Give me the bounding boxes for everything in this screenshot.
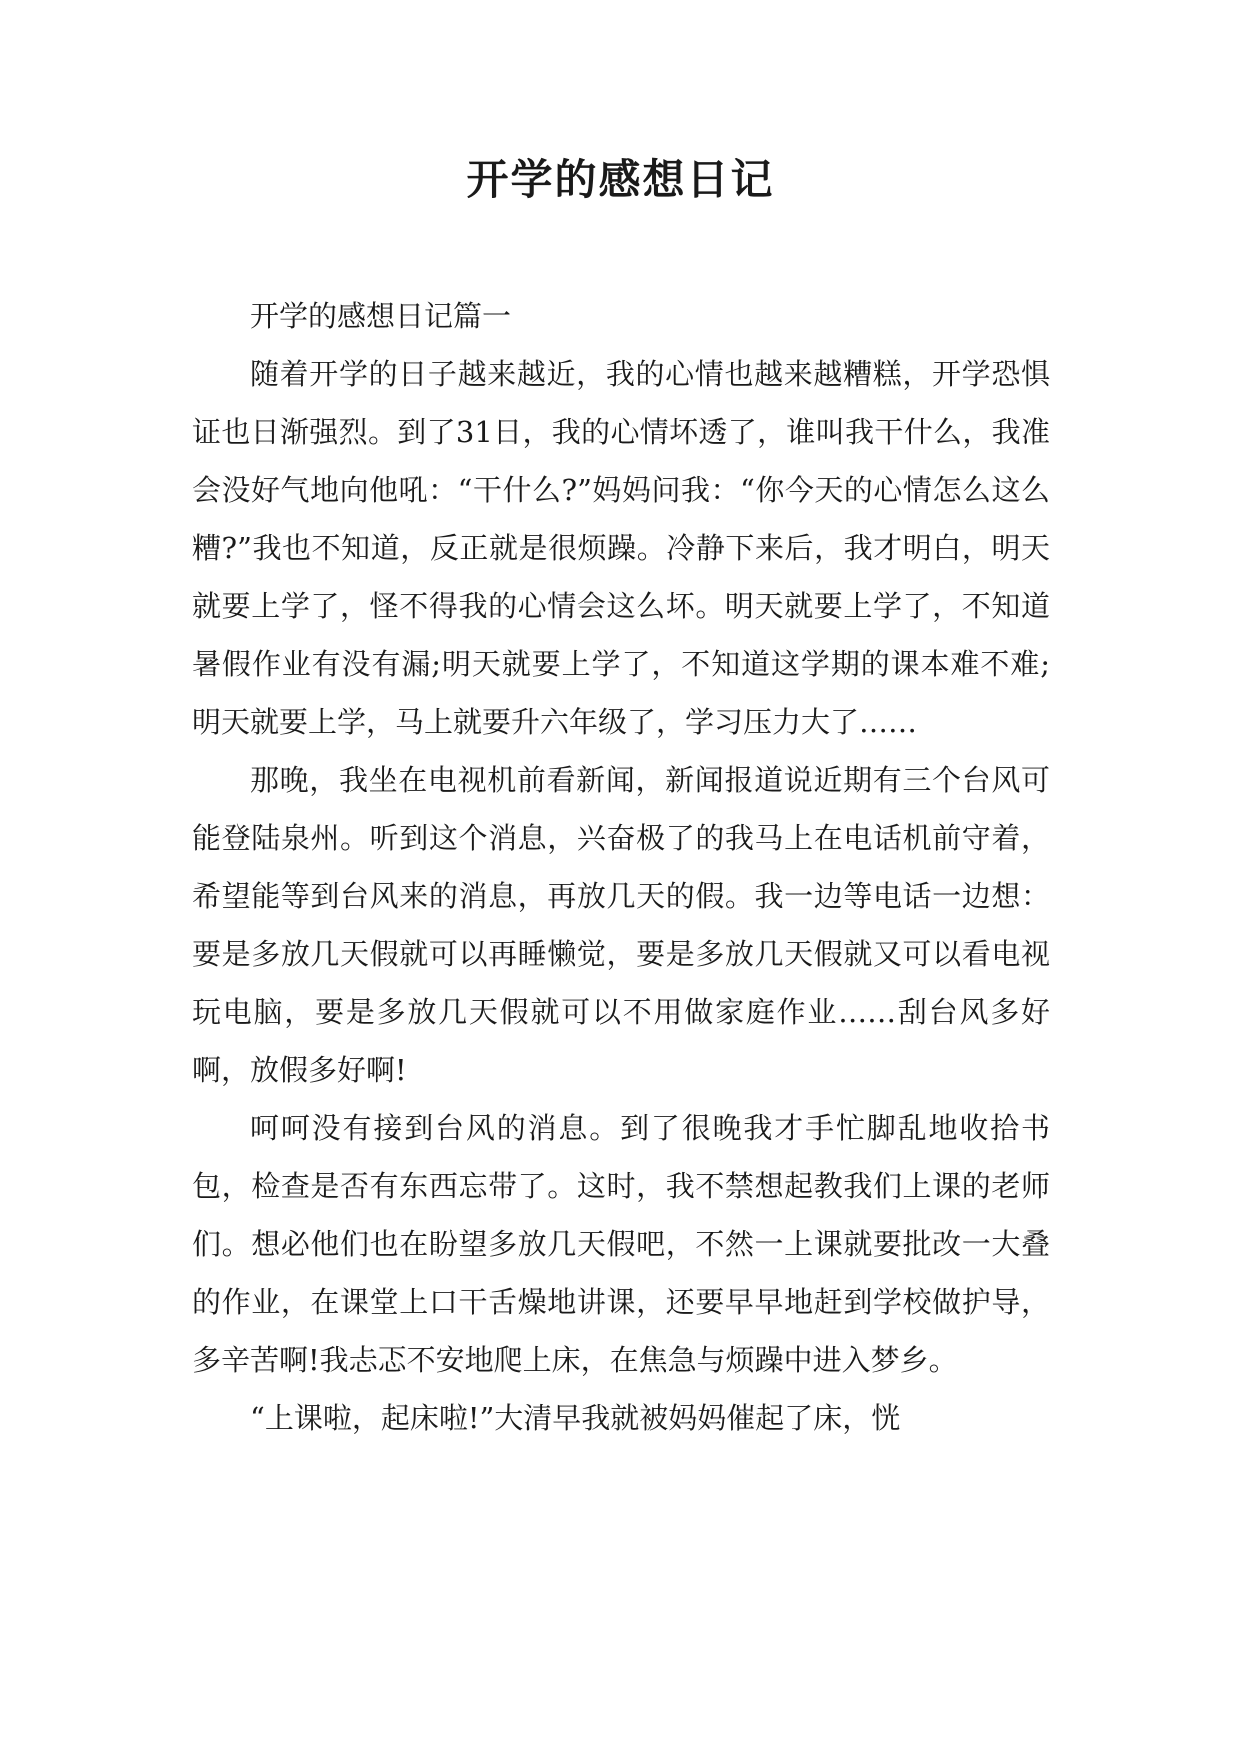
paragraph: “上课啦，起床啦!”大清早我就被妈妈催起了床，恍 [250, 1401, 901, 1435]
paragraph: 随着开学的日子越来越近，我的心情也越来越糟糕，开学恐惧证也日渐强烈。到了31日，我的心情坏透了，谁叫我干什么，我准会没好气地向他吼：“干什么?”妈妈问我：“你今天的心情怎么这么糟?”我也不知道，反正就是很烦躁。冷静下来后，我才明白，明天就要上学了，怪不得我的心情会这么坏。明天就要上学了，不知道暑假作业有没有漏;明天就要上学了，不知道这学期的课本难不难;明天就要上学，马上就要升六年级了，学习压力大了…… [192, 357, 1050, 739]
paragraph: 呵呵没有接到台风的消息。到了很晚我才手忙脚乱地收拾书包，检查是否有东西忘带了。这时，我不禁想起教我们上课的老师们。想必他们也在盼望多放几天假吧，不然一上课就要批改一大叠的作业，在课堂上口干舌燥地讲课，还要早早地赶到学校做护导，多辛苦啊!我忐忑不安地爬上床，在焦急与烦躁中进入梦乡。 [192, 1111, 1050, 1377]
document-body [192, 287, 1050, 1447]
section-heading: 开学的感想日记篇一 [250, 299, 512, 333]
paragraph: 那晚，我坐在电视机前看新闻，新闻报道说近期有三个台风可能登陆泉州。听到这个消息，兴奋极了的我马上在电话机前守着，希望能等到台风来的消息，再放几天的假。我一边等电话一边想：要是多放几天假就可以再睡懒觉，要是多放几天假就又可以看电视玩电脑，要是多放几天假就可以不用做家庭作业……刮台风多好啊，放假多好啊! [192, 763, 1050, 1087]
document-title: 开学的感想日记 [466, 155, 775, 204]
